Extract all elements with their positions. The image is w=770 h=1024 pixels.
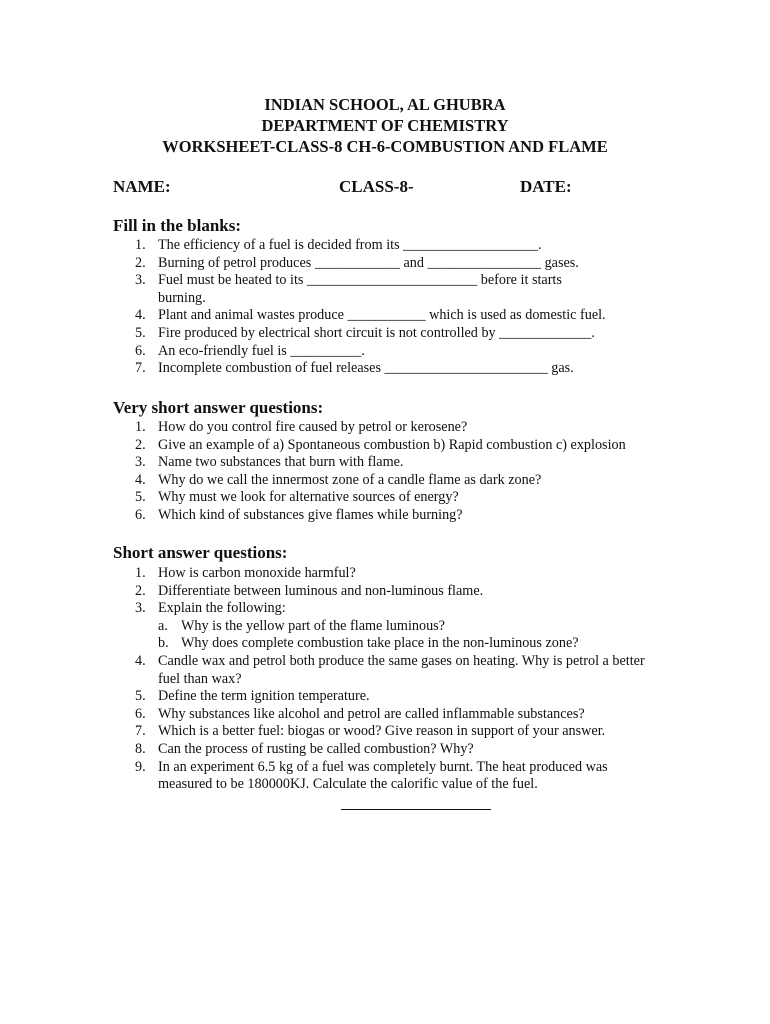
question-text: Give an example of a) Spontaneous combustion b) Rapid combustion c) explosion (158, 436, 626, 453)
question-text: Can the process of rusting be called combustion? Why? (158, 740, 474, 757)
question-text: In an experiment 6.5 kg of a fuel was completely burnt. The heat produced was measured to be 180000KJ. Calculate the calorific value of the fuel. (158, 758, 608, 793)
question-text: How is carbon monoxide harmful? (158, 565, 356, 581)
list-item (113, 565, 673, 583)
list-item (113, 437, 673, 455)
item-number: 4. (135, 307, 146, 324)
class-label: CLASS-8- (339, 177, 414, 196)
item-number: 3. (135, 272, 146, 289)
fill-blanks-heading: Fill in the blanks: (113, 216, 242, 235)
item-number: 1. (135, 565, 146, 581)
question-text: Explain the following: (158, 600, 286, 617)
list-item (113, 237, 673, 255)
list-item (113, 741, 673, 759)
item-number: 1. (135, 419, 146, 435)
item-number: 4. (135, 652, 146, 669)
list-item (113, 688, 673, 706)
sub-question-text: Why is the yellow part of the flame luminous? (181, 617, 445, 634)
item-number: 1. (135, 237, 146, 253)
item-number: 2. (135, 254, 146, 271)
question-text: How do you control fire caused by petrol or kerosene? (158, 419, 468, 435)
item-number: 4. (135, 471, 146, 488)
list-item (113, 307, 673, 325)
list-item (113, 272, 673, 307)
question-text: Plant and animal wastes produce ___________ which is used as domestic fuel. (158, 307, 606, 324)
question-text: Fuel must be heated to its ________________________ before it starts burning. (158, 272, 562, 306)
question-text: Name two substances that burn with flame. (158, 454, 404, 471)
question-text: Why substances like alcohol and petrol are called inflammable substances? (158, 705, 585, 722)
department-name: DEPARTMENT OF CHEMISTRY (261, 116, 509, 135)
sub-question-text: Why does complete combustion take place in the non-luminous zone? (181, 635, 579, 652)
school-name: INDIAN SCHOOL, AL GHUBRA (264, 95, 506, 114)
item-number: 6. (135, 342, 146, 359)
question-text: Fire produced by electrical short circuit is not controlled by _____________. (158, 324, 595, 341)
item-number: 5. (135, 324, 146, 341)
question-text: Burning of petrol produces ____________ and ________________ gases. (158, 254, 579, 271)
list-item (113, 343, 673, 361)
item-number: 3. (135, 600, 146, 617)
list-item (113, 600, 673, 653)
question-text: Which is a better fuel: biogas or wood? Give reason in support of your answer. (158, 723, 606, 740)
item-number: 3. (135, 454, 146, 471)
list-item (113, 454, 673, 472)
item-number: 9. (135, 758, 146, 775)
question-text: Define the term ignition temperature. (158, 688, 370, 705)
item-number: 2. (135, 582, 146, 599)
list-item (113, 360, 673, 378)
question-text: Differentiate between luminous and non-luminous flame. (158, 582, 484, 599)
worksheet-header (0, 94, 770, 157)
question-text: Candle wax and petrol both produce the same gases on heating. Why is petrol a better fuel than wax? (158, 652, 645, 687)
student-info-row (113, 177, 673, 199)
item-number: 6. (135, 705, 146, 722)
list-item (113, 255, 673, 273)
item-number: 6. (135, 506, 146, 523)
sub-list-item (158, 635, 673, 653)
worksheet-title: WORKSHEET-CLASS-8 CH-6-COMBUSTION AND FLAME (162, 137, 608, 156)
list-item (113, 472, 673, 490)
sub-question-list (158, 618, 673, 653)
item-number: 5. (135, 688, 146, 705)
very-short-list (113, 419, 673, 525)
item-number: 5. (135, 489, 146, 506)
question-text: Why must we look for alternative sources of energy? (158, 489, 459, 506)
short-answer-list (113, 565, 673, 794)
list-item (113, 706, 673, 724)
list-item (113, 759, 673, 794)
list-item (113, 507, 673, 525)
list-item (113, 489, 673, 507)
sub-item-letter: b. (158, 635, 169, 652)
question-text: Incomplete combustion of fuel releases _______________________ gas. (158, 360, 574, 377)
question-text: An eco-friendly fuel is __________. (158, 342, 365, 359)
list-item (113, 583, 673, 601)
item-number: 7. (135, 723, 146, 740)
question-text: Why do we call the innermost zone of a candle flame as dark zone? (158, 471, 542, 488)
list-item (113, 419, 673, 437)
end-divider-line (341, 809, 491, 810)
date-label: DATE: (520, 177, 572, 196)
item-number: 8. (135, 740, 146, 757)
list-item (113, 325, 673, 343)
list-item (113, 723, 673, 741)
sub-item-letter: a. (158, 617, 168, 634)
short-answer-heading: Short answer questions: (113, 543, 288, 562)
very-short-heading: Very short answer questions: (113, 398, 324, 417)
name-label: NAME: (113, 177, 171, 196)
fill-blanks-list (113, 237, 673, 378)
list-item (113, 653, 673, 688)
item-number: 7. (135, 360, 146, 377)
question-text: Which kind of substances give flames while burning? (158, 506, 463, 523)
question-text: The efficiency of a fuel is decided from its ___________________. (158, 237, 542, 253)
item-number: 2. (135, 436, 146, 453)
sub-list-item (158, 618, 673, 636)
